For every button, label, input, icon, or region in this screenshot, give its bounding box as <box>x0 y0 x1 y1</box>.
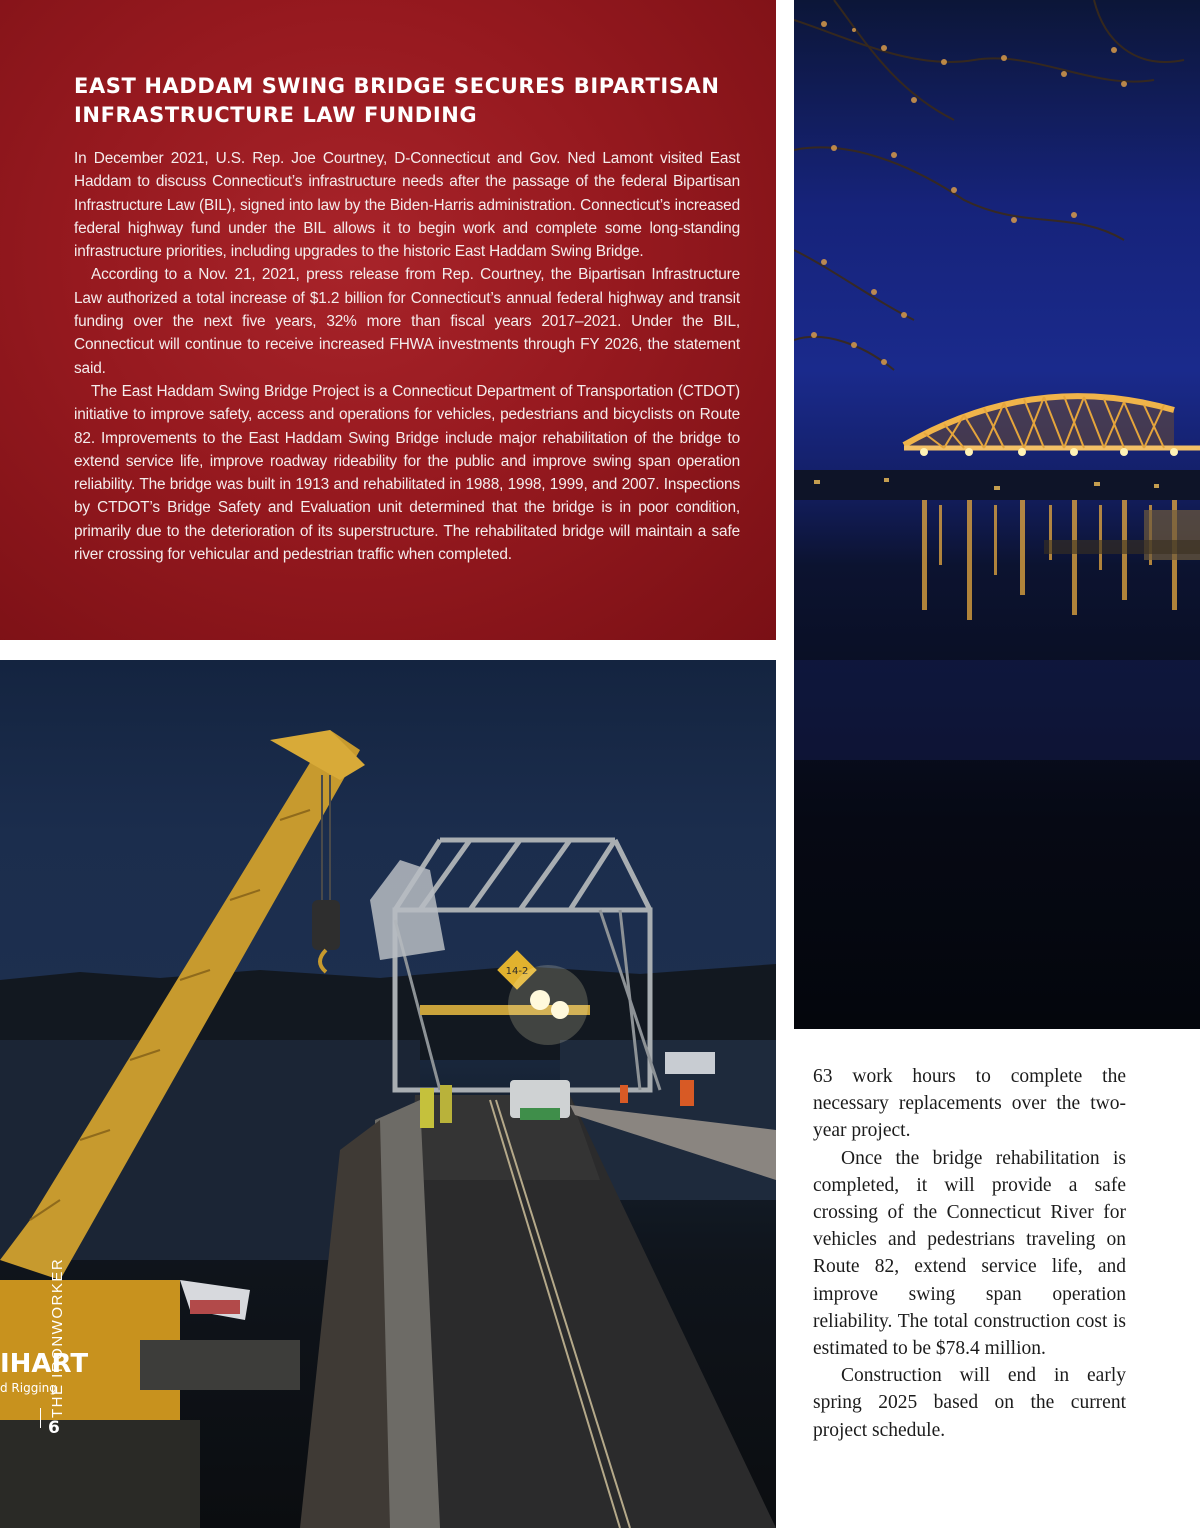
bridge-sign-label: 14-2 <box>505 966 529 977</box>
crane-bridge-photo <box>0 660 776 1528</box>
sidebar-body <box>74 147 740 566</box>
page-number-divider <box>40 1408 41 1428</box>
page-number: 6 <box>48 1418 60 1438</box>
sidebar-paragraph: In December 2021, U.S. Rep. Joe Courtney, D-Connecticut and Gov. Ned Lamont visited East Haddam to discuss Connecticut’s infrastructure needs after the passage of the federal Bipartisan Infrastructure Law (BIL), signed into law by the Biden-Harris administration. Connecticut’s increased federal highway fund under the BIL allows it to begin work and complete some long-standing infrastructure priorities, including upgrades to the historic East Haddam Swing Bridge. <box>74 150 740 261</box>
article-headline: EAST HADDAM SWING BRIDGE SECURES BIPARTISAN INFRASTRUCTURE LAW FUNDING <box>74 74 720 127</box>
crane-brand-text: IHART <box>0 1349 89 1379</box>
column-paragraph: 63 work hours to complete the necessary replacements over the two-year project. <box>813 1066 1126 1142</box>
bridge-night-photo <box>794 0 1200 1029</box>
article-column <box>813 1063 1126 1444</box>
crane-bridge-illustration <box>0 660 776 1528</box>
bridge-night-illustration <box>794 0 1200 1029</box>
sidebar-box <box>0 0 776 640</box>
column-paragraph: Once the bridge rehabilitation is completed, it will provide a safe crossing of the Connecticut River for vehicles and pedestrians traveling on Route 82, extend service life, and improve swing span operation reliability. The total construction cost is estimated to be $78.4 million. <box>813 1147 1126 1360</box>
sidebar-paragraph: The East Haddam Swing Bridge Project is a Connecticut Department of Transportation (CTDOT) initiative to improve safety, access and operations for vehicles, pedestrians and bicyclists on Route 82. Improvements to the East Haddam Swing Bridge include major rehabilitation of the bridge to extend service life, improve roadway rideability for the public and improve swing span operation reliability. The bridge was built in 1913 and rehabilitated in 1988, 1998, 1999, and 2007. Inspections by CTDOT’s Bridge Safety and Evaluation unit determined that the bridge is in poor condition, primarily due to the deterioration of its superstructure. The rehabilitated bridge will maintain a safe river crossing for vehicular and pedestrian traffic when completed. <box>74 382 740 564</box>
sidebar-paragraph: According to a Nov. 21, 2021, press release from Rep. Courtney, the Bipartisan Infrastructure Law authorized a total increase of $1.2 billion for Connecticut’s annual federal highway and transit funding over the next five years, 32% more than fiscal years 2017–2021. Under the BIL, Connecticut will continue to receive increased FHWA investments through FY 2026, the statement said. <box>74 266 740 377</box>
crane-brand-subtext: d Rigging <box>0 1381 57 1395</box>
column-paragraph: Construction will end in early spring 2025 based on the current project schedule. <box>813 1365 1126 1441</box>
magazine-label: THE IRONWORKER <box>49 1257 66 1418</box>
